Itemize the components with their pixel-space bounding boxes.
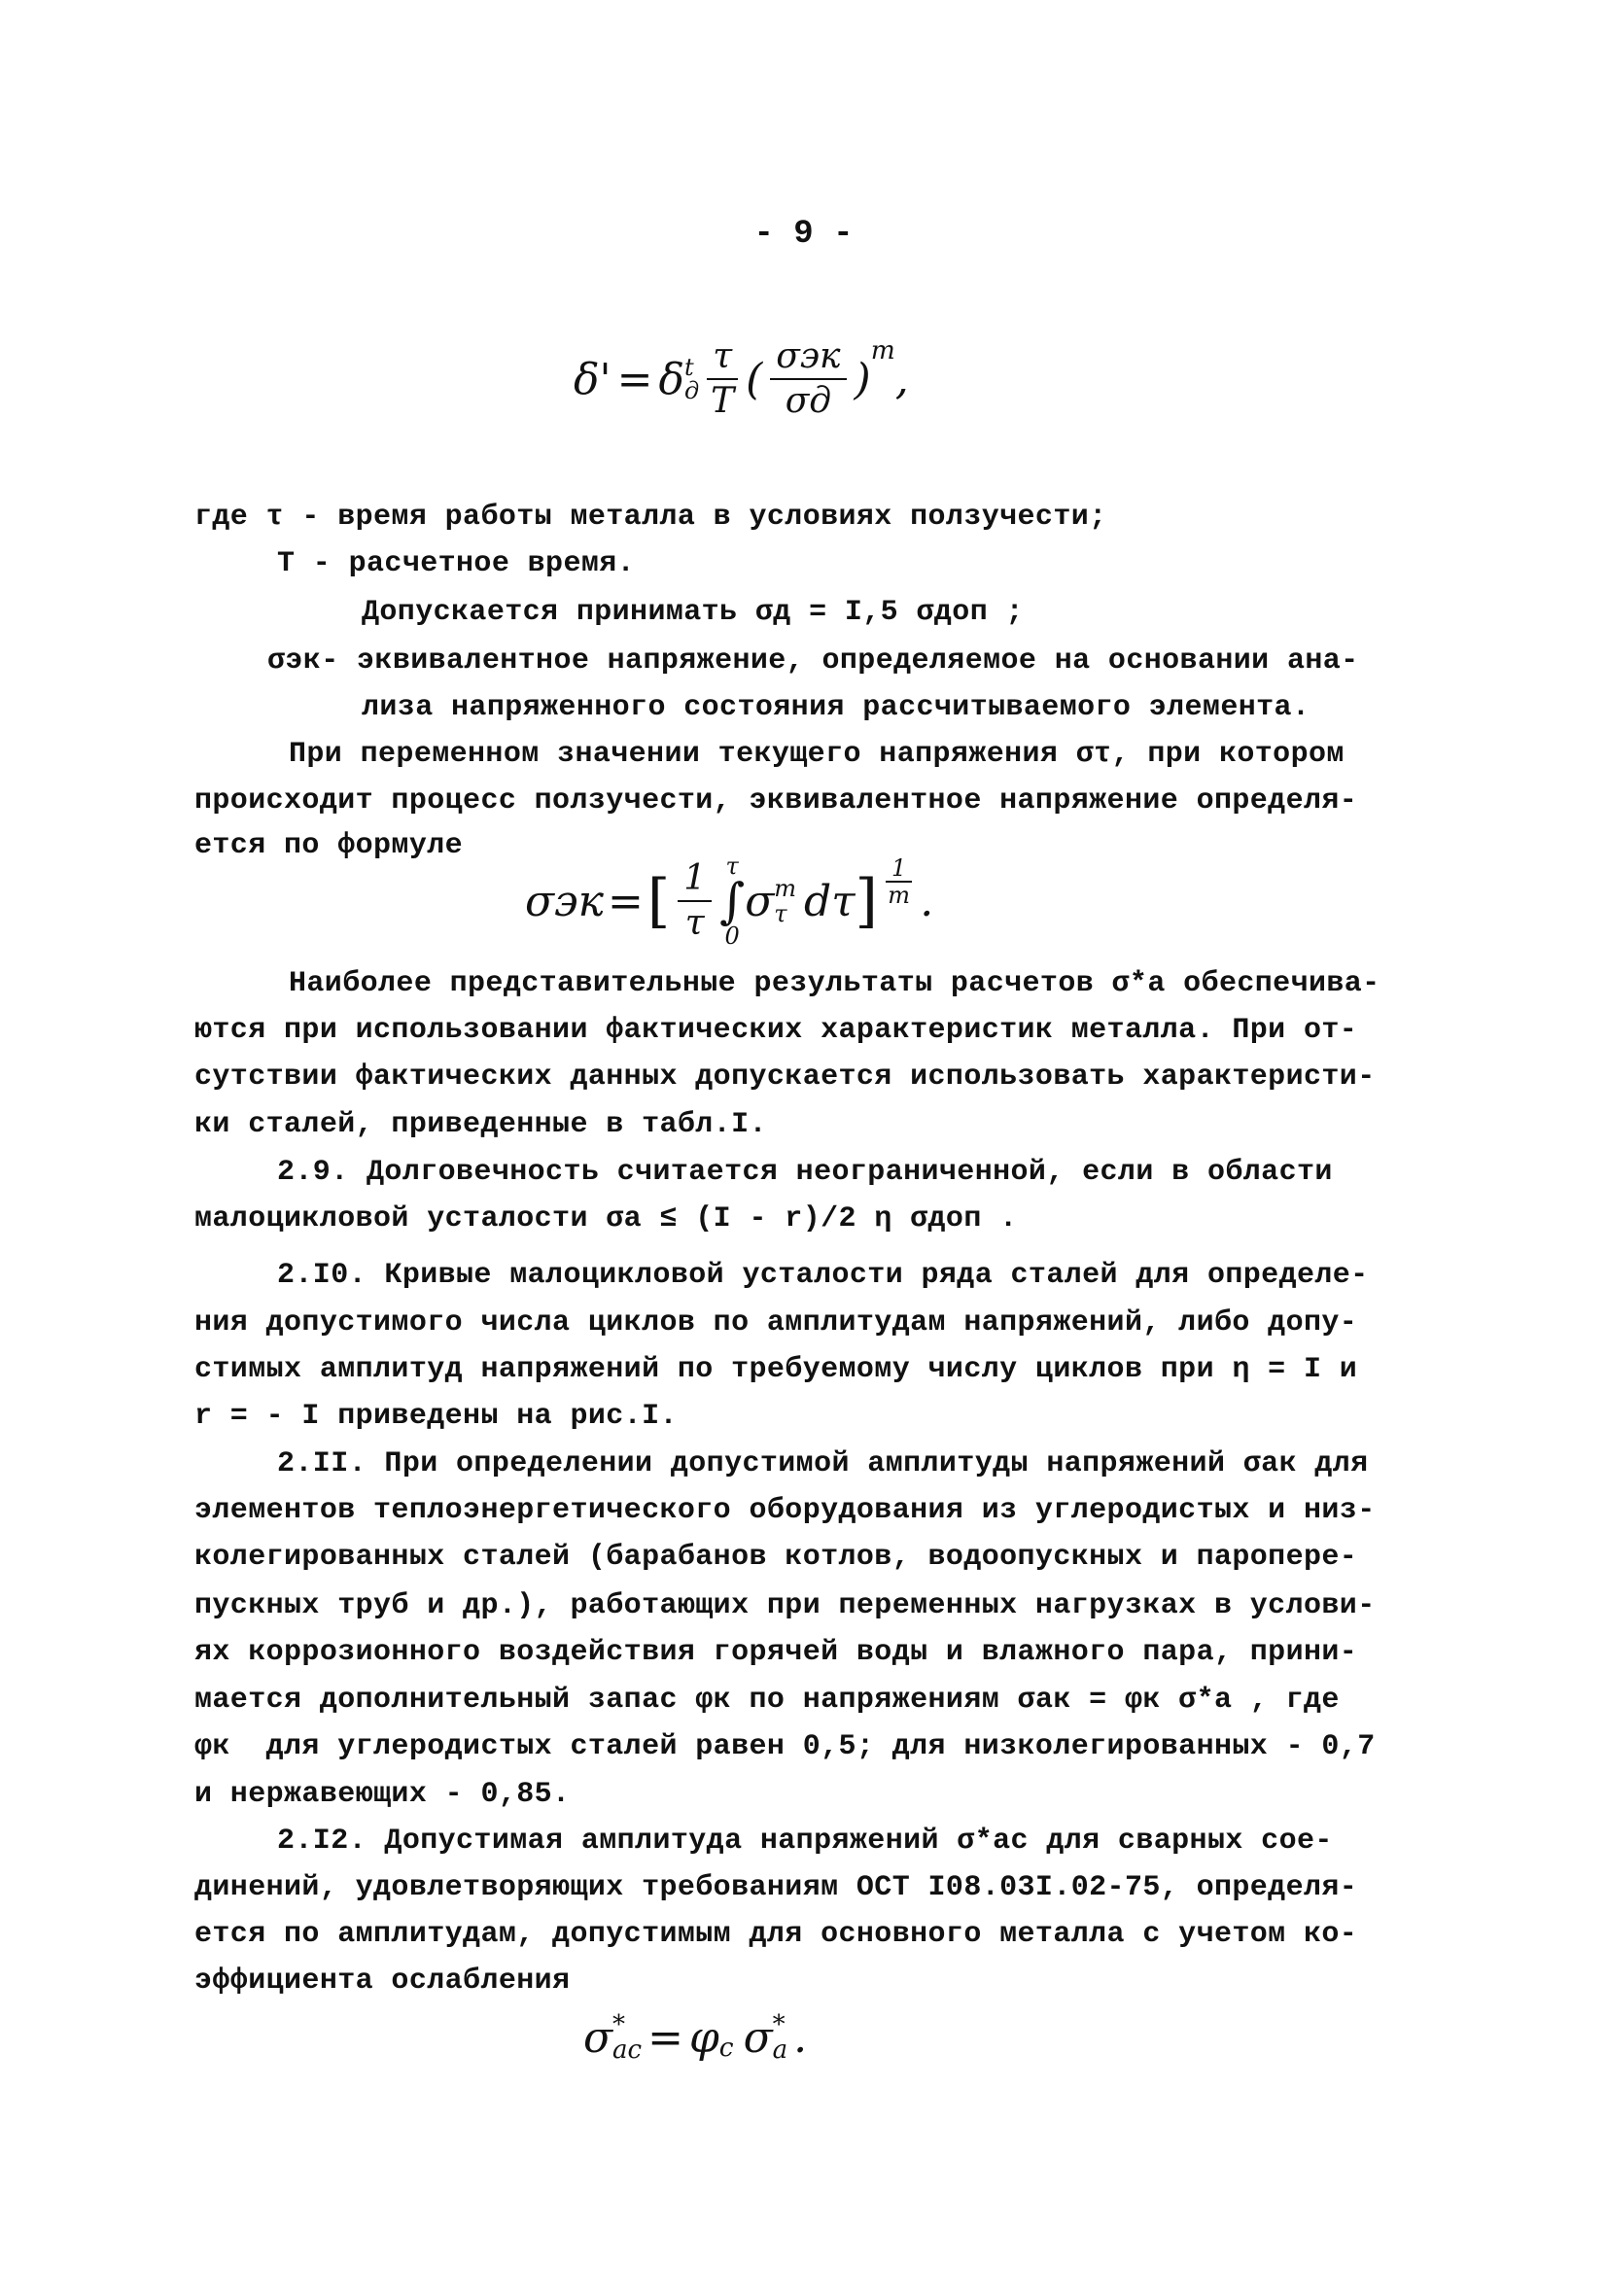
text-line: где τ - время работы металла в условиях ползучести; xyxy=(194,501,1107,534)
formula-symbol: dτ xyxy=(804,876,856,926)
formula-equivalent-stress xyxy=(525,852,934,950)
formula-symbol: 1 xyxy=(678,857,712,902)
formula-symbol: σ xyxy=(583,2012,613,2063)
text-line: стимых амплитуд напряжений по требуемому числу циклов при η = I и xyxy=(194,1353,1358,1386)
text-line: 2.I0. Кривые малоцикловой усталости ряда сталей для определе- xyxy=(277,1259,1369,1292)
page-number: - 9 - xyxy=(753,216,854,253)
text-line: 2.II. При определении допустимой амплитуды напряжений σaк для xyxy=(277,1447,1369,1480)
text-line: σэк- эквивалентное напряжение, определяемое на основании ана- xyxy=(267,644,1359,678)
text-line: динений, удовлетворяющих требованиям ОСТ I08.03I.02-75, определя- xyxy=(194,1871,1358,1904)
text-line: ки сталей, приведенные в табл.I. xyxy=(194,1108,767,1141)
text-line: лиза напряженного состояния рассчитываемого элемента. xyxy=(362,691,1310,724)
text-line: элементов теплоэнергетического оборудования из углеродистых и низ- xyxy=(194,1494,1376,1527)
integral-sign: ∫ xyxy=(719,873,746,929)
formula-symbol: = xyxy=(647,2012,683,2063)
text-line: и нержавеющих - 0,85. xyxy=(194,1778,571,1811)
text-line: ется по формуле xyxy=(194,829,464,862)
formula-symbol: m xyxy=(888,882,910,909)
text-line: ния допустимого числа циклов по амплитудам напряжений, либо допу- xyxy=(194,1306,1358,1339)
formula-symbol: δ' xyxy=(574,354,611,404)
text-line: ются при использовании фактических характеристик металла. При от- xyxy=(194,1014,1358,1047)
text-line: r = - I приведены на рис.I. xyxy=(194,1400,678,1433)
text-line: 2.9. Долговечность считается неограниченной, если в области xyxy=(277,1156,1333,1189)
formula-symbol: τ xyxy=(774,900,787,927)
fraction xyxy=(886,855,912,908)
fraction xyxy=(678,857,712,945)
text-line: мается дополнительный запас φк по напряжениям σaк = φк σ*a , где xyxy=(194,1684,1340,1717)
text-line: происходит процесс ползучести, эквивалентное напряжение определя- xyxy=(194,784,1358,818)
text-line: ях коррозионного воздействия горячей воды и влажного пара, прини- xyxy=(194,1636,1358,1669)
formula-symbol: m xyxy=(774,875,797,902)
text-line: ется по амплитудам, допустимым для основного металла с учетом ко- xyxy=(194,1918,1358,1951)
formula-symbol: a xyxy=(772,2035,788,2065)
text-line: малоцикловой усталости σa ≤ (I - r)/2 η σдоп . xyxy=(194,1202,1018,1235)
formula-symbol: , xyxy=(894,354,909,404)
formula-symbol: t xyxy=(683,354,694,381)
formula-symbol: ( xyxy=(746,354,763,404)
text-line: пускных труб и др.), работающих при переменных нагрузках в услови- xyxy=(194,1589,1376,1622)
formula-symbol: 1 xyxy=(886,855,912,883)
formula-symbol: δ xyxy=(658,354,684,404)
formula-symbol: τ xyxy=(725,852,739,880)
formula-symbol: φ xyxy=(688,2012,719,2063)
text-line: колегированных сталей (барабанов котлов, водоопускных и паропере- xyxy=(194,1541,1358,1574)
text-line: сутствии фактических данных допускается использовать характеристи- xyxy=(194,1061,1376,1094)
fraction xyxy=(770,335,846,423)
formula-symbol: . xyxy=(920,876,934,926)
formula-symbol: τ xyxy=(684,903,705,943)
formula-symbol: . xyxy=(793,2012,808,2063)
formula-symbol: 0 xyxy=(724,922,740,950)
text-line: Наиболее представительные результаты расчетов σ*a обеспечива- xyxy=(289,967,1380,1000)
formula-symbol: ] xyxy=(855,867,878,935)
text-line: φк для углеродистых сталей равен 0,5; для низколегированных - 0,7 xyxy=(194,1730,1376,1763)
formula-symbol: д xyxy=(683,377,700,404)
formula-symbol: σэк xyxy=(770,335,846,380)
formula-symbol: τ xyxy=(707,335,738,380)
formula-symbol: = xyxy=(616,354,653,404)
formula-weld-amplitude xyxy=(583,2012,807,2063)
formula-symbol: ac xyxy=(612,2035,643,2065)
formula-symbol: m xyxy=(870,335,895,365)
formula-symbol: T xyxy=(711,381,735,421)
formula-symbol: σ xyxy=(745,876,775,926)
text-line: Допускается принимать σд = I,5 σдоп ; xyxy=(362,596,1024,629)
formula-symbol: * xyxy=(612,2010,626,2039)
text-line: T - расчетное время. xyxy=(277,547,636,580)
formula-symbol: * xyxy=(772,2010,786,2039)
formula-symbol: c xyxy=(718,2033,734,2063)
formula-symbol: σд xyxy=(785,381,832,421)
fraction xyxy=(707,335,738,423)
text-line: эффициента ослабления xyxy=(194,1965,571,1998)
formula-relative-damage xyxy=(574,335,909,423)
formula-symbol: σ xyxy=(743,2012,773,2063)
formula-symbol: ) xyxy=(854,354,871,404)
text-line: 2.I2. Допустимая амплитуда напряжений σ*ac для сварных сое- xyxy=(277,1825,1333,1858)
formula-symbol: = xyxy=(607,876,644,926)
formula-symbol: σэк xyxy=(525,876,604,926)
formula-symbol: [ xyxy=(646,867,671,935)
text-line: При переменном значении текущего напряжения στ, при котором xyxy=(289,738,1345,771)
